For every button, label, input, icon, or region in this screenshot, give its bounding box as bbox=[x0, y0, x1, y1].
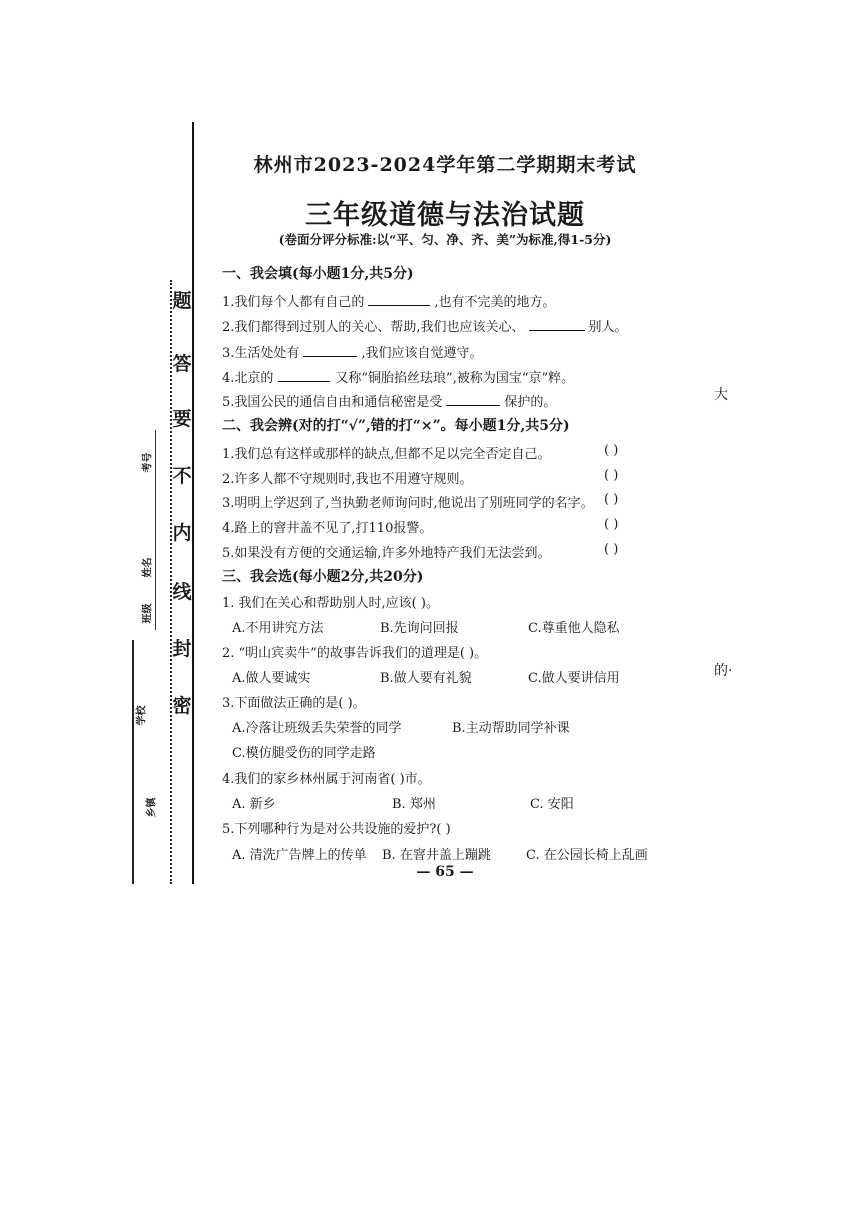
binding-line-solid bbox=[192, 122, 194, 884]
seal-char: 题 bbox=[172, 290, 192, 312]
section3-heading: 三、我会选(每小题2分,共20分) bbox=[222, 569, 424, 585]
question-text: 保护的。 bbox=[504, 395, 557, 410]
judge-question-5: 5.如果没有方便的交通运输,许多外地特产我们无法尝到。 bbox=[222, 546, 551, 561]
option-b[interactable]: B.主动帮助同学补课 bbox=[452, 721, 570, 736]
option-b[interactable]: B.先询问回报 bbox=[380, 621, 459, 636]
answer-blank[interactable] bbox=[303, 344, 357, 357]
exam-title: 林州市2023-2024学年第二学期期末考试 bbox=[253, 154, 637, 176]
judge-question-4: 4.路上的窨井盖不见了,打110报警。 bbox=[222, 521, 433, 536]
option-c[interactable]: C. 在公园长椅上乱画 bbox=[526, 848, 648, 863]
judge-question-3: 3.明明上学迟到了,当执勤老师询问时,他说出了别班同学的名字。 bbox=[222, 496, 594, 511]
judge-question-1: 1.我们总有这样或那样的缺点,但都不足以完全否定自己。 bbox=[222, 447, 551, 462]
judge-answer-box[interactable]: ( ) bbox=[604, 542, 619, 557]
fill-question-2 bbox=[222, 316, 628, 335]
section2-heading: 二、我会辨(对的打“√”,错的打“×”。每小题1分,共5分) bbox=[222, 418, 570, 434]
option-a[interactable]: A. 清洗广告牌上的传单 bbox=[232, 848, 367, 863]
binding-line-left bbox=[132, 640, 134, 884]
seal-char: 封 bbox=[172, 638, 192, 660]
field-label-class: 班级 bbox=[142, 603, 154, 624]
question-text: 5.我国公民的通信自由和通信秘密是受 bbox=[222, 395, 443, 410]
stray-mark: 大 bbox=[714, 387, 728, 403]
fill-question-3 bbox=[222, 342, 483, 361]
option-c[interactable]: C. 安阳 bbox=[530, 797, 574, 812]
scoring-note: (卷面分评分标准:以“平、匀、净、齐、美”为标准,得1-5分) bbox=[278, 232, 612, 247]
seal-char: 线 bbox=[172, 581, 192, 603]
answer-blank[interactable] bbox=[446, 393, 500, 406]
question-text: ,我们应该自觉遵守。 bbox=[361, 346, 483, 361]
page-number: — 65 — bbox=[416, 864, 474, 880]
judge-answer-box[interactable]: ( ) bbox=[604, 517, 619, 532]
option-a[interactable]: A.不用讲究方法 bbox=[232, 621, 324, 636]
choice-question-2: 2. “明山宾卖牛”的故事告诉我们的道理是( )。 bbox=[222, 646, 488, 661]
question-text: 别人。 bbox=[588, 320, 628, 335]
field-label-school: 学校 bbox=[136, 705, 148, 726]
option-a[interactable]: A.冷落让班级丢失荣誉的同学 bbox=[232, 721, 402, 736]
judge-answer-box[interactable]: ( ) bbox=[604, 468, 619, 483]
fill-question-1 bbox=[222, 291, 556, 310]
field-label-exam-number: 考号 bbox=[142, 452, 154, 473]
answer-blank[interactable] bbox=[529, 318, 585, 331]
seal-char: 不 bbox=[172, 465, 192, 487]
judge-answer-box[interactable]: ( ) bbox=[604, 492, 619, 507]
fill-question-4 bbox=[222, 367, 574, 386]
answer-blank[interactable] bbox=[368, 293, 430, 306]
option-c[interactable]: C.模仿腿受伤的同学走路 bbox=[232, 746, 376, 761]
section1-heading: 一、我会填(每小题1分,共5分) bbox=[222, 266, 414, 282]
question-text: 4.北京的 bbox=[222, 371, 274, 386]
option-a[interactable]: A. 新乡 bbox=[232, 797, 276, 812]
fill-question-5 bbox=[222, 391, 556, 410]
seal-char: 要 bbox=[172, 408, 192, 430]
question-text: ,也有不完美的地方。 bbox=[434, 295, 556, 310]
option-c[interactable]: C.做人要讲信用 bbox=[528, 671, 620, 686]
question-text: 3.生活处处有 bbox=[222, 346, 300, 361]
option-b[interactable]: B. 在窨井盖上蹦跳 bbox=[382, 848, 491, 863]
choice-question-1: 1. 我们在关心和帮助别人时,应该( )。 bbox=[222, 596, 439, 611]
judge-answer-box[interactable]: ( ) bbox=[604, 443, 619, 458]
binding-line-left-upper bbox=[155, 430, 156, 630]
seal-char: 密 bbox=[172, 695, 192, 717]
seal-char: 内 bbox=[172, 522, 192, 544]
choice-question-4: 4.我们的家乡林州属于河南省( )市。 bbox=[222, 772, 431, 787]
choice-question-5: 5.下列哪种行为是对公共设施的爱护?( ) bbox=[222, 822, 451, 837]
field-label-name: 姓名 bbox=[142, 557, 154, 578]
option-b[interactable]: B.做人要有礼貌 bbox=[380, 671, 472, 686]
stray-mark: 的· bbox=[714, 663, 733, 679]
question-text: 2.我们都得到过别人的关心、帮助,我们也应该关心、 bbox=[222, 320, 525, 335]
subject-title: 三年级道德与法治试题 bbox=[305, 200, 585, 231]
seal-char: 答 bbox=[172, 353, 192, 375]
option-c[interactable]: C.尊重他人隐私 bbox=[528, 621, 620, 636]
option-b[interactable]: B. 郑州 bbox=[392, 797, 436, 812]
judge-question-2: 2.许多人都不守规则时,我也不用遵守规则。 bbox=[222, 472, 473, 487]
choice-question-3: 3.下面做法正确的是( )。 bbox=[222, 696, 366, 711]
question-text: 又称“铜胎掐丝珐琅”,被称为国宝“京”粹。 bbox=[335, 371, 575, 386]
question-text: 1.我们每个人都有自己的 bbox=[222, 295, 365, 310]
field-label-town: 乡镇 bbox=[146, 797, 158, 818]
answer-blank[interactable] bbox=[278, 369, 330, 382]
option-a[interactable]: A.做人要诚实 bbox=[232, 671, 311, 686]
